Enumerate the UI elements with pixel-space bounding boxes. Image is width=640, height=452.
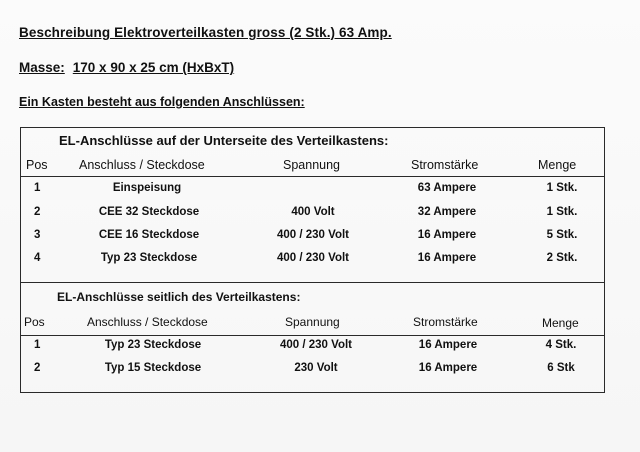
- section2-header-menge: Menge: [542, 316, 579, 330]
- section2-row1-anschluss: Typ 23 Steckdose: [104, 339, 202, 351]
- section2-row1-pos: 1: [34, 339, 41, 351]
- section2-row2-menge: 6 Stk: [547, 362, 575, 374]
- dimensions-value: 170 x 90 x 25 cm (HxBxT): [72, 60, 235, 75]
- intro-heading: Ein Kasten besteht aus folgenden Anschlüssen:: [19, 95, 305, 109]
- dimensions-line: [19, 60, 234, 75]
- section2-header-stromstaerke: Stromstärke: [413, 315, 478, 329]
- section1-row4-stromstaerke: 16 Ampere: [417, 252, 477, 264]
- section1-row2-pos: 2: [34, 206, 41, 218]
- section2-header-spannung: Spannung: [285, 315, 340, 329]
- section1-row2-spannung: 400 Volt: [291, 206, 335, 218]
- section1-row4-spannung: 400 / 230 Volt: [276, 252, 350, 264]
- section1-row1-pos: 1: [34, 182, 41, 194]
- section2-header-pos: Pos: [24, 315, 45, 329]
- section1-row3-anschluss: CEE 16 Steckdose: [98, 229, 200, 241]
- section2-header-divider: [21, 335, 604, 336]
- section1-row1-stromstaerke: 63 Ampere: [417, 182, 477, 194]
- section1-title: EL-Anschlüsse auf der Unterseite des Verteilkastens:: [59, 133, 389, 148]
- section1-row3-stromstaerke: 16 Ampere: [417, 229, 477, 241]
- section1-header-menge: Menge: [538, 158, 577, 172]
- section1-row1-anschluss: Einspeisung: [112, 182, 182, 194]
- connections-table: [20, 127, 605, 393]
- section1-row4-pos: 4: [34, 252, 41, 264]
- section1-row3-spannung: 400 / 230 Volt: [276, 229, 350, 241]
- section1-header-divider: [21, 176, 604, 177]
- section-divider: [21, 282, 604, 283]
- section2-row1-spannung: 400 / 230 Volt: [279, 339, 353, 351]
- section1-header-stromstaerke: Stromstärke: [411, 158, 479, 172]
- section2-title: EL-Anschlüsse seitlich des Verteilkastens:: [57, 290, 301, 304]
- dimensions-label: Masse:: [19, 60, 65, 75]
- section2-row1-menge: 4 Stk.: [545, 339, 577, 351]
- document-title: Beschreibung Elektroverteilkasten gross (2 Stk.) 63 Amp.: [19, 25, 392, 40]
- section1-header-spannung: Spannung: [283, 158, 341, 172]
- section1-row2-anschluss: CEE 32 Steckdose: [98, 206, 200, 218]
- section2-row2-pos: 2: [34, 362, 41, 374]
- section1-header-anschluss: Anschluss / Steckdose: [79, 158, 205, 172]
- section1-row2-menge: 1 Stk.: [546, 206, 578, 218]
- section2-row2-stromstaerke: 16 Ampere: [418, 362, 478, 374]
- section1-header-pos: Pos: [26, 158, 48, 172]
- section1-row4-menge: 2 Stk.: [546, 252, 578, 264]
- section1-row1-menge: 1 Stk.: [546, 182, 578, 194]
- section1-row4-anschluss: Typ 23 Steckdose: [100, 252, 198, 264]
- section2-row2-anschluss: Typ 15 Steckdose: [104, 362, 202, 374]
- section1-row3-pos: 3: [34, 229, 41, 241]
- section2-header-anschluss: Anschluss / Steckdose: [87, 315, 208, 329]
- section2-row1-stromstaerke: 16 Ampere: [418, 339, 478, 351]
- section1-row2-stromstaerke: 32 Ampere: [417, 206, 477, 218]
- section1-row3-menge: 5 Stk.: [546, 229, 578, 241]
- section2-row2-spannung: 230 Volt: [294, 362, 338, 374]
